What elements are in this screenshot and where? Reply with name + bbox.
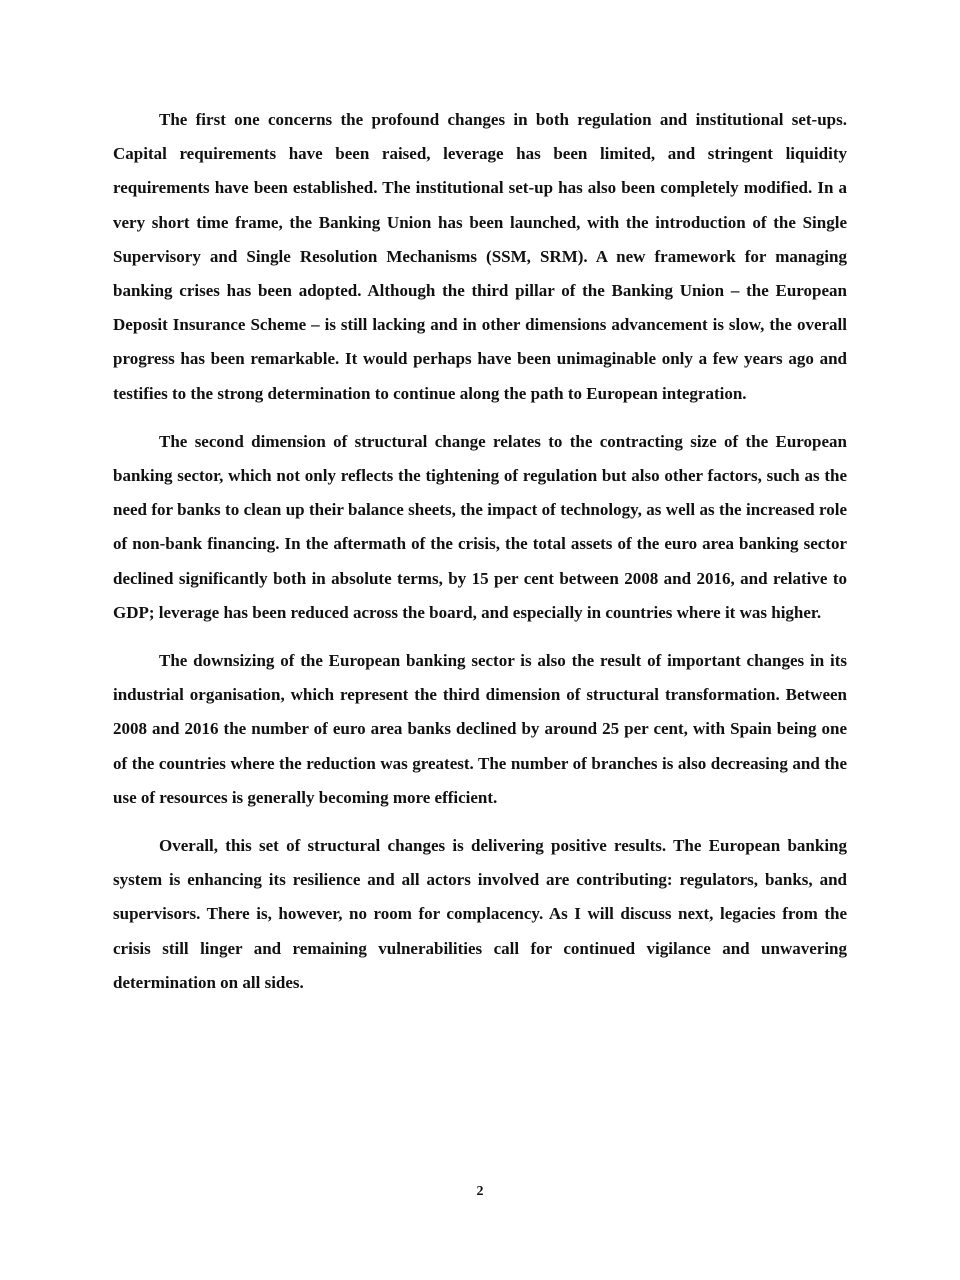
paragraph-1: The first one concerns the profound changes in both regulation and institutional set-ups. Capital requirements have been raised, leverage has been limited, and stringent liquidity requirements have been established. The institutional set-up has also been completely modified. In a very short time frame, the Banking Union has been launched, with the introduction of the Single Supervisory and Single Resolution Mechanisms (SSM, SRM). A new framework for managing banking crises has been adopted. Although the third pillar of the Banking Union – the European Deposit Insurance Scheme – is still lacking and in other dimensions advancement is slow, the overall progress has been remarkable. It would perhaps have been unimaginable only a few years ago and testifies to the strong determination to continue along the path to European integration. xyxy=(113,110,847,403)
document-body xyxy=(113,103,847,1014)
paragraph-3: The downsizing of the European banking sector is also the result of important changes in its industrial organisation, which represent the third dimension of structural transformation. Between 2008 and 2016 the number of euro area banks declined by around 25 per cent, with Spain being one of the countries where the reduction was greatest. The number of branches is also decreasing and the use of resources is generally becoming more efficient. xyxy=(113,651,847,807)
paragraph-2: The second dimension of structural change relates to the contracting size of the European banking sector, which not only reflects the tightening of regulation but also other factors, such as the need for banks to clean up their balance sheets, the impact of technology, as well as the increased role of non-bank financing. In the aftermath of the crisis, the total assets of the euro area banking sector declined significantly both in absolute terms, by 15 per cent between 2008 and 2016, and relative to GDP; leverage has been reduced across the board, and especially in countries where it was higher. xyxy=(113,431,847,622)
paragraph-4: Overall, this set of structural changes is delivering positive results. The European banking system is enhancing its resilience and all actors involved are contributing: regulators, banks, and supervisors. There is, however, no room for complacency. As I will discuss next, legacies from the crisis still linger and remaining vulnerabilities call for continued vigilance and unwavering determination on all sides. xyxy=(113,836,847,992)
page-number: 2 xyxy=(476,1184,484,1199)
